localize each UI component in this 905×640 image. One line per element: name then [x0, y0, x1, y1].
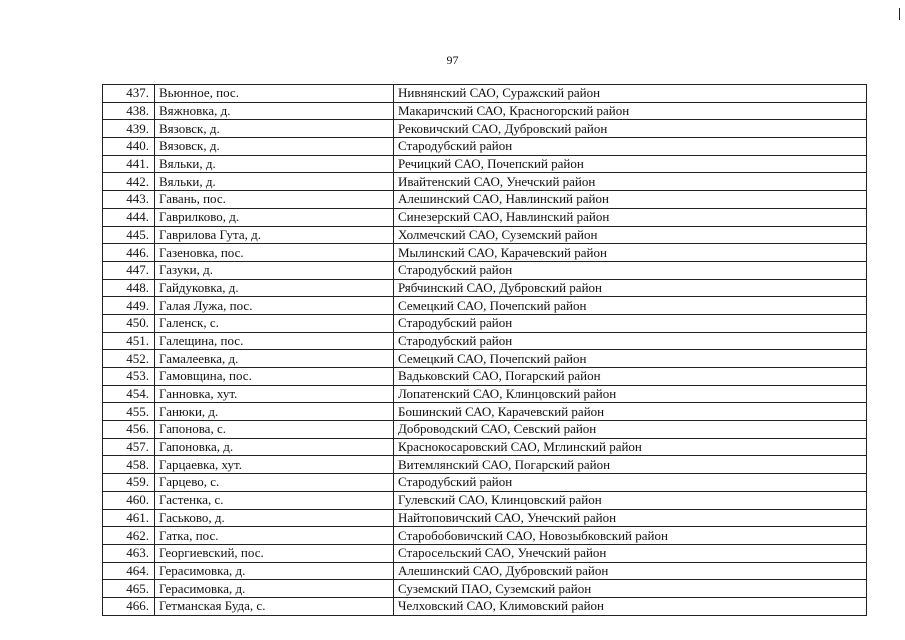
settlement-name-cell: Гавань, пос.	[155, 191, 394, 209]
settlement-name-cell: Гарцаевка, хут.	[155, 456, 394, 474]
settlement-name-cell: Вяльки, д.	[155, 173, 394, 191]
settlement-name-cell: Герасимовка, д.	[155, 562, 394, 580]
administrative-area-cell: Челховский САО, Климовский район	[394, 597, 867, 615]
administrative-area-cell: Стародубский район	[394, 314, 867, 332]
row-number-cell: 457.	[103, 438, 155, 456]
administrative-area-cell: Алешинский САО, Дубровский район	[394, 562, 867, 580]
table-row	[103, 527, 867, 545]
table-row	[103, 138, 867, 156]
settlement-name-cell: Гетманская Буда, с.	[155, 597, 394, 615]
row-number-cell: 446.	[103, 244, 155, 262]
administrative-area-cell: Стародубский район	[394, 261, 867, 279]
settlement-name-cell: Вяльки, д.	[155, 155, 394, 173]
table-row	[103, 314, 867, 332]
table-row	[103, 491, 867, 509]
administrative-area-cell: Рябчинский САО, Дубровский район	[394, 279, 867, 297]
row-number-cell: 443.	[103, 191, 155, 209]
row-number-cell: 454.	[103, 385, 155, 403]
administrative-area-cell: Старосельский САО, Унечский район	[394, 544, 867, 562]
settlement-name-cell: Вязовск, д.	[155, 138, 394, 156]
row-number-cell: 466.	[103, 597, 155, 615]
settlement-name-cell: Гапоновка, д.	[155, 438, 394, 456]
administrative-area-cell: Витемлянский САО, Погарский район	[394, 456, 867, 474]
table-row	[103, 421, 867, 439]
settlements-table	[102, 84, 867, 616]
row-number-cell: 455.	[103, 403, 155, 421]
administrative-area-cell: Старобобовичский САО, Новозыбковский район	[394, 527, 867, 545]
settlement-name-cell: Галенск, с.	[155, 314, 394, 332]
row-number-cell: 440.	[103, 138, 155, 156]
row-number-cell: 463.	[103, 544, 155, 562]
settlement-name-cell: Ганновка, хут.	[155, 385, 394, 403]
table-row	[103, 332, 867, 350]
administrative-area-cell: Гулевский САО, Клинцовский район	[394, 491, 867, 509]
settlement-name-cell: Ганюки, д.	[155, 403, 394, 421]
row-number-cell: 458.	[103, 456, 155, 474]
settlement-name-cell: Вяжновка, д.	[155, 102, 394, 120]
page-number: 97	[446, 53, 459, 67]
row-number-cell: 444.	[103, 208, 155, 226]
row-number-cell: 439.	[103, 120, 155, 138]
row-number-cell: 445.	[103, 226, 155, 244]
row-number-cell: 449.	[103, 297, 155, 315]
row-number-cell: 450.	[103, 314, 155, 332]
administrative-area-cell: Стародубский район	[394, 138, 867, 156]
settlement-name-cell: Газеновка, пос.	[155, 244, 394, 262]
row-number-cell: 464.	[103, 562, 155, 580]
page-edge-mark	[899, 8, 900, 20]
settlement-name-cell: Гамалеевка, д.	[155, 350, 394, 368]
row-number-cell: 448.	[103, 279, 155, 297]
administrative-area-cell: Бошинский САО, Карачевский район	[394, 403, 867, 421]
table-row	[103, 102, 867, 120]
row-number-cell: 447.	[103, 261, 155, 279]
settlement-name-cell: Гайдуковка, д.	[155, 279, 394, 297]
administrative-area-cell: Ивайтенский САО, Унечский район	[394, 173, 867, 191]
table-row	[103, 279, 867, 297]
table-row	[103, 597, 867, 615]
row-number-cell: 459.	[103, 474, 155, 492]
settlement-name-cell: Гаськово, д.	[155, 509, 394, 527]
administrative-area-cell: Мылинский САО, Карачевский район	[394, 244, 867, 262]
administrative-area-cell: Стародубский район	[394, 332, 867, 350]
settlement-name-cell: Галещина, пос.	[155, 332, 394, 350]
row-number-cell: 441.	[103, 155, 155, 173]
table-row	[103, 509, 867, 527]
row-number-cell: 452.	[103, 350, 155, 368]
administrative-area-cell: Доброводский САО, Севский район	[394, 421, 867, 439]
administrative-area-cell: Речицкий САО, Почепский район	[394, 155, 867, 173]
row-number-cell: 461.	[103, 509, 155, 527]
table-row	[103, 208, 867, 226]
administrative-area-cell: Стародубский район	[394, 474, 867, 492]
table-row	[103, 474, 867, 492]
administrative-area-cell: Холмечский САО, Суземский район	[394, 226, 867, 244]
table-row	[103, 438, 867, 456]
administrative-area-cell: Вадьковский САО, Погарский район	[394, 368, 867, 386]
administrative-area-cell: Синезерский САО, Навлинский район	[394, 208, 867, 226]
row-number-cell: 438.	[103, 102, 155, 120]
row-number-cell: 462.	[103, 527, 155, 545]
settlement-name-cell: Газуки, д.	[155, 261, 394, 279]
row-number-cell: 453.	[103, 368, 155, 386]
administrative-area-cell: Лопатенский САО, Клинцовский район	[394, 385, 867, 403]
row-number-cell: 442.	[103, 173, 155, 191]
table-row	[103, 85, 867, 103]
table-row	[103, 562, 867, 580]
settlement-name-cell: Гарцево, с.	[155, 474, 394, 492]
table-row	[103, 544, 867, 562]
row-number-cell: 437.	[103, 85, 155, 103]
administrative-area-cell: Нивнянский САО, Суражский район	[394, 85, 867, 103]
settlement-name-cell: Вьюнное, пос.	[155, 85, 394, 103]
settlement-name-cell: Гаврилково, д.	[155, 208, 394, 226]
settlement-name-cell: Гатка, пос.	[155, 527, 394, 545]
table-row	[103, 261, 867, 279]
table-row	[103, 244, 867, 262]
settlement-name-cell: Герасимовка, д.	[155, 580, 394, 598]
settlement-name-cell: Гапонова, с.	[155, 421, 394, 439]
administrative-area-cell: Рековичский САО, Дубровский район	[394, 120, 867, 138]
table-row	[103, 173, 867, 191]
settlement-name-cell: Георгиевский, пос.	[155, 544, 394, 562]
settlement-name-cell: Гамовщина, пос.	[155, 368, 394, 386]
table-row	[103, 456, 867, 474]
row-number-cell: 460.	[103, 491, 155, 509]
row-number-cell: 465.	[103, 580, 155, 598]
row-number-cell: 456.	[103, 421, 155, 439]
row-number-cell: 451.	[103, 332, 155, 350]
administrative-area-cell: Суземский ПАО, Суземский район	[394, 580, 867, 598]
table-row	[103, 297, 867, 315]
table-row	[103, 226, 867, 244]
settlement-name-cell: Галая Лужа, пос.	[155, 297, 394, 315]
settlement-name-cell: Вязовск, д.	[155, 120, 394, 138]
table-row	[103, 403, 867, 421]
table-row	[103, 385, 867, 403]
settlement-name-cell: Гастенка, с.	[155, 491, 394, 509]
settlements-table-body	[103, 85, 867, 616]
settlement-name-cell: Гаврилова Гута, д.	[155, 226, 394, 244]
table-row	[103, 155, 867, 173]
administrative-area-cell: Семецкий САО, Почепский район	[394, 297, 867, 315]
table-row	[103, 350, 867, 368]
table-row	[103, 368, 867, 386]
table-row	[103, 191, 867, 209]
administrative-area-cell: Найтоповичский САО, Унечский район	[394, 509, 867, 527]
administrative-area-cell: Краснокосаровский САО, Мглинский район	[394, 438, 867, 456]
administrative-area-cell: Семецкий САО, Почепский район	[394, 350, 867, 368]
administrative-area-cell: Макаричский САО, Красногорский район	[394, 102, 867, 120]
administrative-area-cell: Алешинский САО, Навлинский район	[394, 191, 867, 209]
table-row	[103, 580, 867, 598]
table-row	[103, 120, 867, 138]
